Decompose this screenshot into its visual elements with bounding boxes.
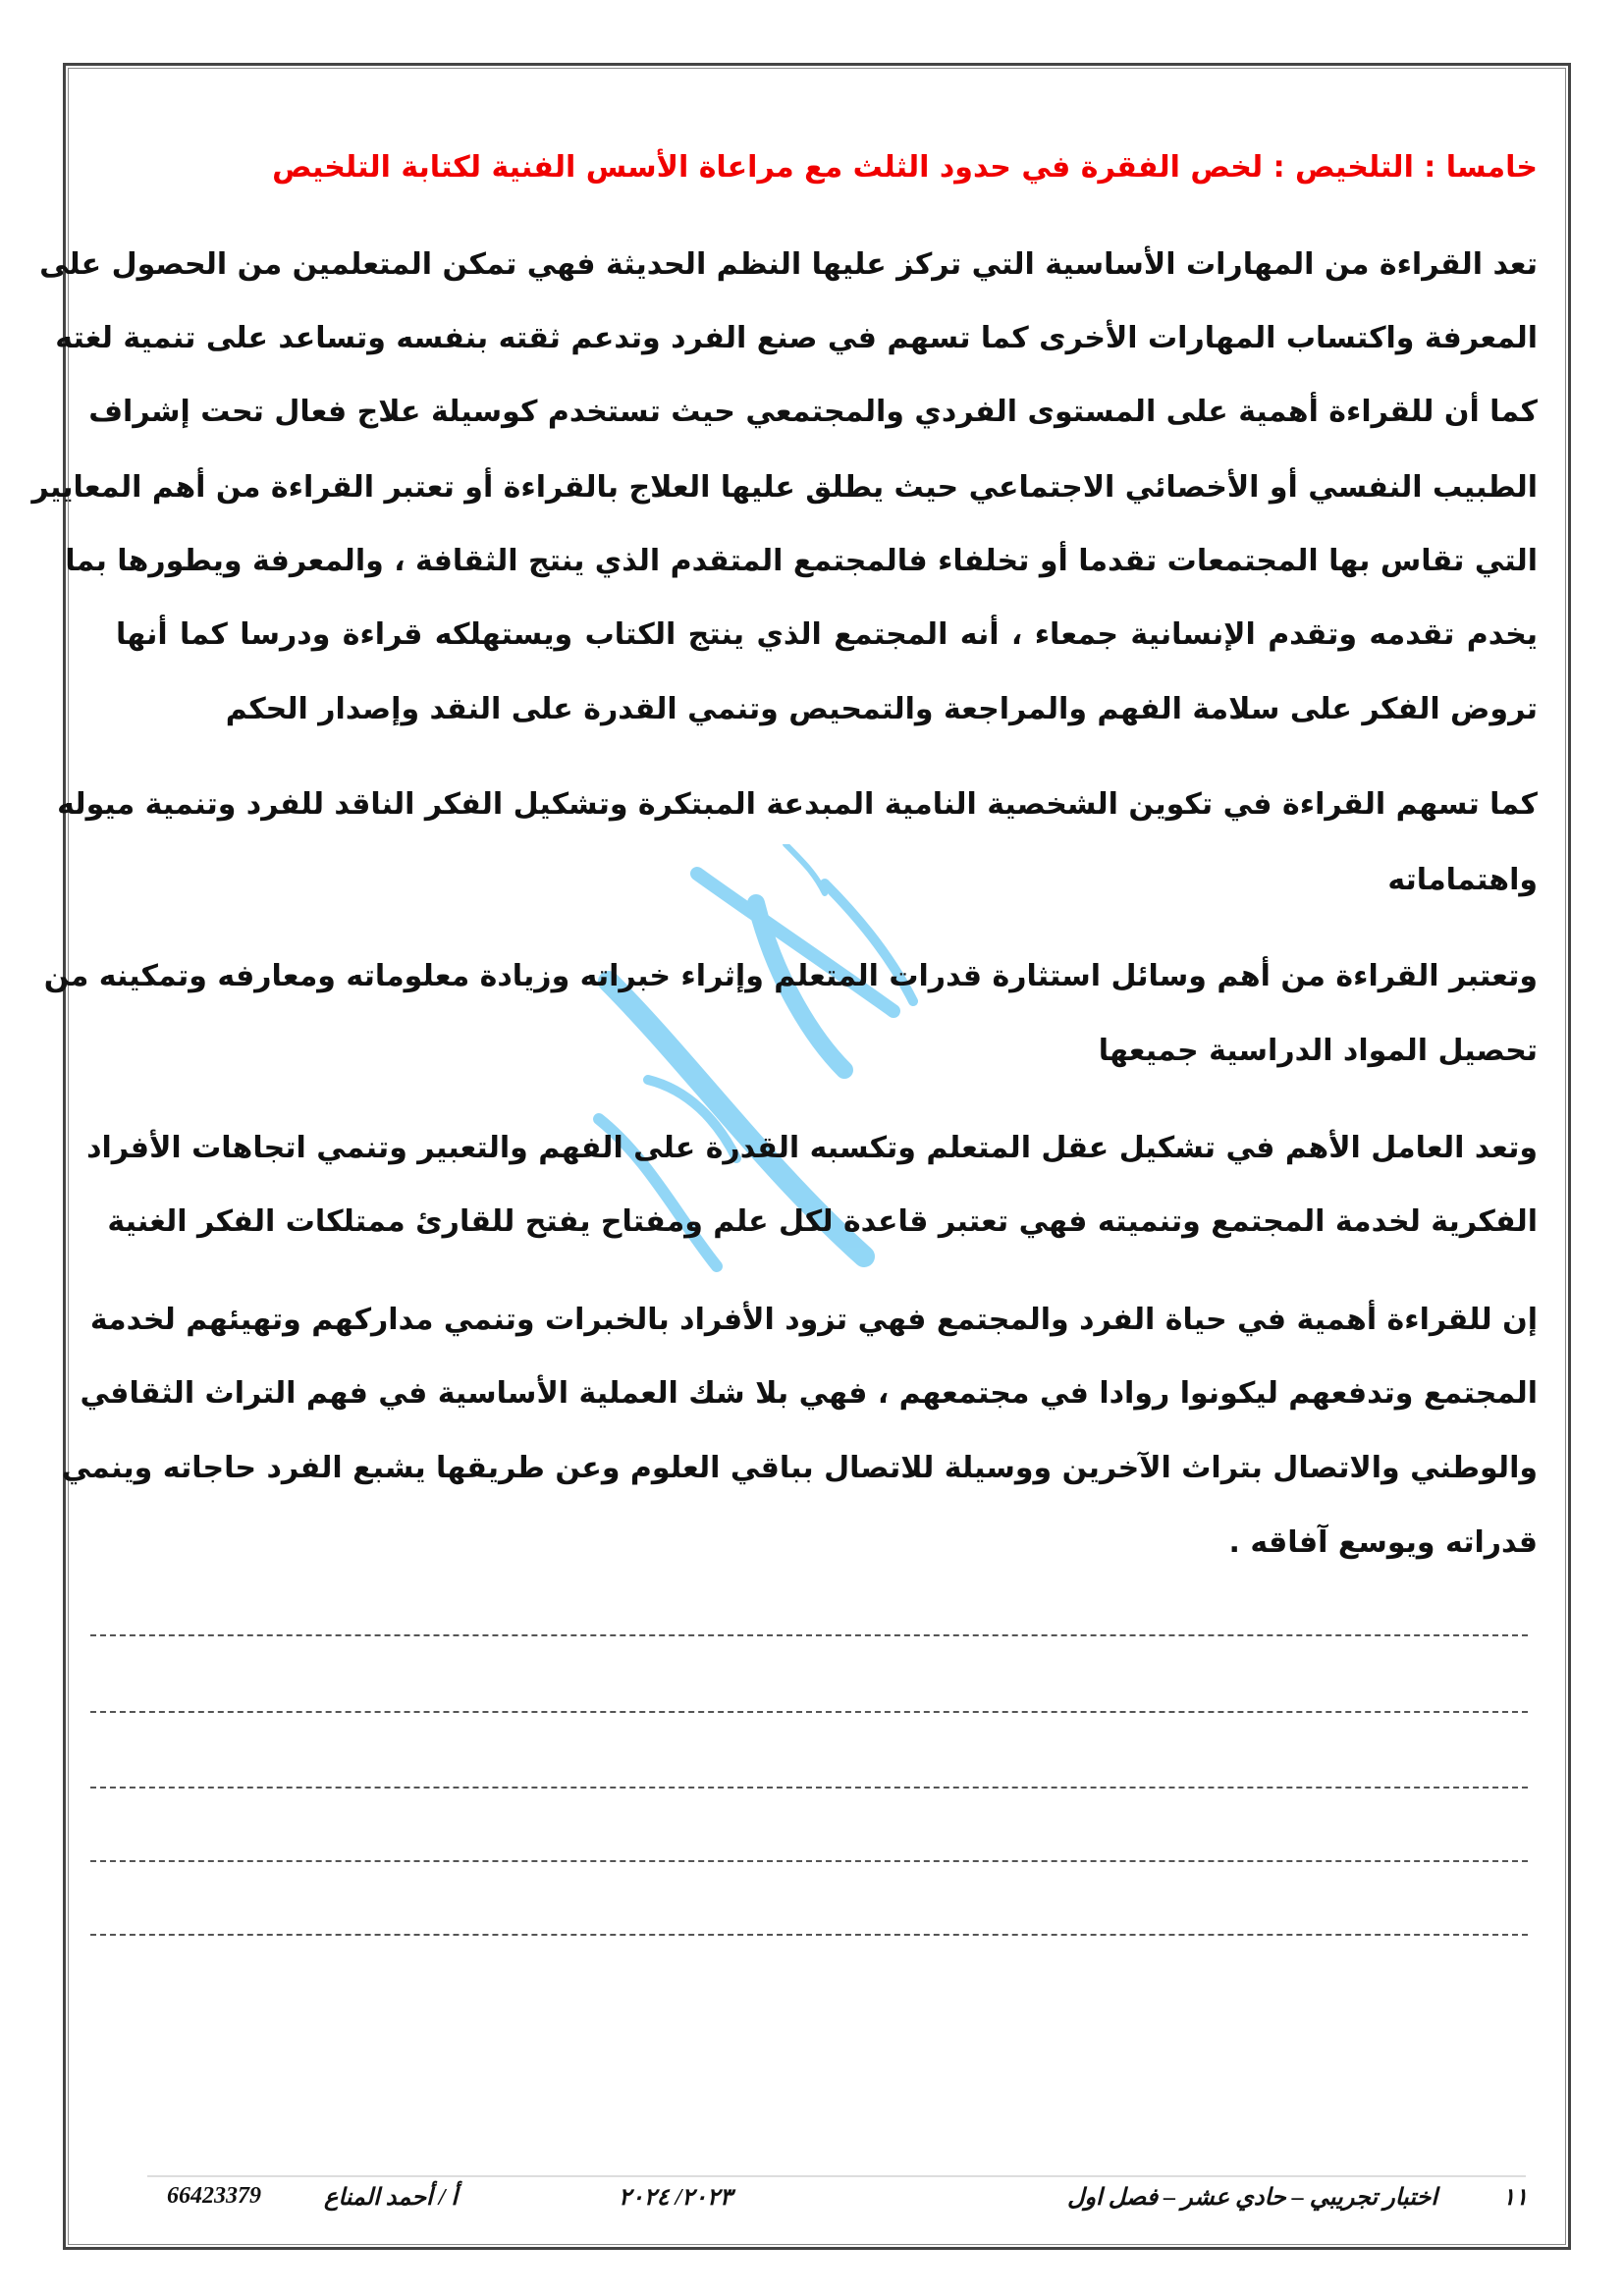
- paragraph-line: قدراته ويوسع آفاقه .: [1228, 1525, 1538, 1560]
- paragraph-line: والوطني والاتصال بتراث الآخرين ووسيلة للاتصال بباقي العلوم وعن طريقها يشبع الفرد حاجاته وينمي: [61, 1451, 1538, 1485]
- paragraph-line: المعرفة واكتساب المهارات الأخرى كما تسهم في صنع الفرد وتدعم ثقته بنفسه وتساعد على تنمية لغته: [55, 321, 1538, 355]
- answer-line[interactable]: [90, 1634, 1528, 1636]
- answer-line[interactable]: [90, 1860, 1528, 1862]
- paragraph-line: الطبيب النفسي أو الأخصائي الاجتماعي حيث يطلق عليها العلاج بالقراءة أو تعتبر القراءة من أهم المعايير: [31, 470, 1538, 505]
- paragraph-line: كما أن للقراءة أهمية على المستوى الفردي والمجتمعي حيث تستخدم كوسيلة علاج فعال تحت إشراف: [88, 395, 1538, 429]
- footer-page-number: ١١: [1502, 2185, 1528, 2211]
- answer-line[interactable]: [90, 1934, 1528, 1936]
- paragraph-line: إن للقراءة أهمية في حياة الفرد والمجتمع فهي تزود الأفراد بالخبرات وتنمي مداركهم وتهيئهم لخدمة: [89, 1303, 1538, 1337]
- answer-line[interactable]: [90, 1711, 1528, 1713]
- paragraph-line: المجتمع وتدفعهم ليكونوا روادا في مجتمعهم ، فهي بلا شك العملية الأساسية في فهم التراث الثقافي: [80, 1376, 1538, 1411]
- footer-phone: 66423379: [167, 2183, 261, 2209]
- paragraph-line: الفكرية لخدمة المجتمع وتنميته فهي تعتبر قاعدة لكل علم ومفتاح يفتح للقارئ ممتلكات الفكر الغنية: [107, 1204, 1538, 1239]
- paragraph-line: وتعتبر القراءة من أهم وسائل استثارة قدرات المتعلم وإثراء خبراته وزيادة معلوماته ومعارفه وتمكينه من: [43, 959, 1538, 993]
- footer-exam-title: اختبار تجريبي – حادي عشر – فصل اول: [1067, 2185, 1437, 2211]
- paragraph-line: تحصيل المواد الدراسية جميعها: [1098, 1034, 1538, 1068]
- footer-teacher: أ / أحمد المناع: [324, 2185, 459, 2211]
- paragraph-line: وتعد العامل الأهم في تشكيل عقل المتعلم وتكسبه القدرة على الفهم والتعبير وتنمي اتجاهات الأفراد: [86, 1131, 1538, 1165]
- paragraph-line: تروض الفكر على سلامة الفهم والمراجعة والتمحيص وتنمي القدرة على النقد وإصدار الحكم: [225, 692, 1538, 726]
- paragraph-line: التي تقاس بها المجتمعات تقدما أو تخلفاء فالمجتمع المتقدم الذي ينتج الثقافة ، والمعرفة ويطورها بما: [65, 544, 1538, 578]
- answer-line[interactable]: [90, 1787, 1528, 1789]
- footer-year: ٢٠٢٣/ ٢٠٢٤: [619, 2185, 732, 2211]
- paragraph-line: كما تسهم القراءة في تكوين الشخصية النامية المبدعة المبتكرة وتشكيل الفكر الناقد للفرد وتنمية ميوله: [57, 787, 1538, 822]
- paragraph-line: يخدم تقدمه وتقدم الإنسانية جمعاء ، أنه المجتمع الذي ينتج الكتاب ويستهلكه قراءة ودرسا كما أنها: [116, 617, 1538, 652]
- paragraph-line: تعد القراءة من المهارات الأساسية التي تركز عليها النظم الحديثة فهي تمكن المتعلمين من الحصول على: [39, 247, 1538, 282]
- footer-divider: [147, 2175, 1526, 2177]
- paragraph-line: واهتماماته: [1387, 863, 1538, 897]
- section-title: خامسا : التلخيص : لخص الفقرة في حدود الثلث مع مراعاة الأسس الفنية لكتابة التلخيص: [272, 150, 1538, 185]
